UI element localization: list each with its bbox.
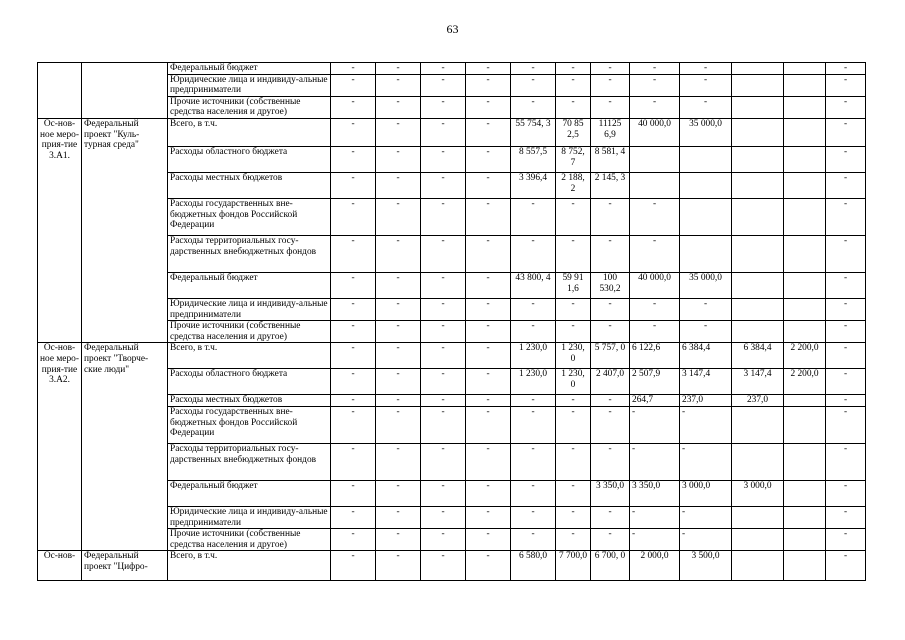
- value-cell: -: [466, 298, 511, 320]
- project-cell: Федеральный проект "Творче-ские люди": [82, 343, 168, 551]
- value-cell: 70 85 2,5: [556, 118, 591, 146]
- value-cell: -: [591, 63, 630, 75]
- table-row: [38, 551, 866, 581]
- value-cell: -: [680, 74, 732, 96]
- value-cell: [732, 321, 784, 343]
- value-cell: -: [376, 480, 421, 506]
- value-cell: -: [826, 146, 866, 172]
- value-cell: [732, 551, 784, 581]
- value-cell: -: [331, 118, 376, 146]
- table-body: [38, 63, 866, 581]
- value-cell: -: [421, 480, 466, 506]
- value-cell: 35 000,0: [680, 272, 732, 298]
- value-cell: 2 000,0: [630, 551, 680, 581]
- value-cell: -: [466, 480, 511, 506]
- source-cell: Расходы областного бюджета: [168, 369, 331, 395]
- value-cell: -: [376, 298, 421, 320]
- source-cell: Федеральный бюджет: [168, 480, 331, 506]
- value-cell: -: [630, 298, 680, 320]
- source-cell: Федеральный бюджет: [168, 272, 331, 298]
- value-cell: 6 122,6: [630, 343, 680, 369]
- value-cell: -: [331, 63, 376, 75]
- value-cell: -: [466, 63, 511, 75]
- value-cell: -: [421, 395, 466, 407]
- value-cell: -: [376, 198, 421, 235]
- value-cell: -: [826, 118, 866, 146]
- value-cell: -: [421, 321, 466, 343]
- value-cell: -: [826, 443, 866, 480]
- value-cell: 3 147,4: [732, 369, 784, 395]
- value-cell: 3 350,0: [630, 480, 680, 506]
- value-cell: -: [376, 172, 421, 198]
- source-cell: Всего, в т.ч.: [168, 343, 331, 369]
- value-cell: -: [511, 74, 556, 96]
- value-cell: -: [511, 529, 556, 551]
- value-cell: -: [376, 343, 421, 369]
- value-cell: -: [421, 146, 466, 172]
- value-cell: -: [680, 443, 732, 480]
- value-cell: -: [511, 443, 556, 480]
- value-cell: -: [376, 272, 421, 298]
- value-cell: 3 000,0: [680, 480, 732, 506]
- value-cell: 3 147,4: [680, 369, 732, 395]
- value-cell: 40 000,0: [630, 272, 680, 298]
- value-cell: -: [466, 235, 511, 272]
- source-cell: Юридические лица и индивиду-альные предприниматели: [168, 298, 331, 320]
- value-cell: -: [331, 298, 376, 320]
- value-cell: -: [331, 369, 376, 395]
- value-cell: -: [511, 506, 556, 528]
- value-cell: -: [556, 74, 591, 96]
- value-cell: -: [556, 395, 591, 407]
- project-cell: Федеральный проект "Цифро-: [82, 551, 168, 581]
- source-cell: Федеральный бюджет: [168, 63, 331, 75]
- value-cell: [680, 172, 732, 198]
- value-cell: [784, 551, 826, 581]
- value-cell: -: [331, 395, 376, 407]
- value-cell: 6 580,0: [511, 551, 556, 581]
- value-cell: 3 000,0: [732, 480, 784, 506]
- value-cell: 6 700, 0: [591, 551, 630, 581]
- value-cell: -: [556, 96, 591, 118]
- value-cell: 35 000,0: [680, 118, 732, 146]
- value-cell: -: [466, 395, 511, 407]
- value-cell: -: [466, 506, 511, 528]
- table-row: [38, 343, 866, 369]
- value-cell: -: [630, 443, 680, 480]
- value-cell: -: [376, 63, 421, 75]
- value-cell: -: [511, 96, 556, 118]
- value-cell: [784, 172, 826, 198]
- value-cell: 3 396,4: [511, 172, 556, 198]
- value-cell: -: [376, 443, 421, 480]
- value-cell: -: [826, 551, 866, 581]
- value-cell: [732, 63, 784, 75]
- value-cell: -: [826, 298, 866, 320]
- value-cell: 2 407,0: [591, 369, 630, 395]
- value-cell: -: [630, 506, 680, 528]
- value-cell: -: [826, 343, 866, 369]
- value-cell: -: [466, 74, 511, 96]
- value-cell: 1 230, 0: [556, 369, 591, 395]
- value-cell: -: [556, 480, 591, 506]
- value-cell: -: [376, 395, 421, 407]
- value-cell: -: [331, 343, 376, 369]
- value-cell: -: [331, 235, 376, 272]
- value-cell: -: [826, 529, 866, 551]
- value-cell: -: [591, 96, 630, 118]
- value-cell: 1 230, 0: [556, 343, 591, 369]
- value-cell: [732, 272, 784, 298]
- value-cell: -: [511, 235, 556, 272]
- value-cell: -: [376, 551, 421, 581]
- value-cell: [784, 272, 826, 298]
- value-cell: -: [376, 506, 421, 528]
- value-cell: -: [466, 96, 511, 118]
- value-cell: -: [511, 406, 556, 443]
- value-cell: -: [376, 235, 421, 272]
- value-cell: -: [826, 321, 866, 343]
- value-cell: -: [511, 395, 556, 407]
- value-cell: -: [556, 235, 591, 272]
- value-cell: -: [680, 321, 732, 343]
- value-cell: -: [331, 529, 376, 551]
- value-cell: [732, 298, 784, 320]
- value-cell: -: [331, 551, 376, 581]
- value-cell: [732, 506, 784, 528]
- source-cell: Прочие источники (собственные средства населения и другое): [168, 529, 331, 551]
- value-cell: -: [680, 63, 732, 75]
- value-cell: -: [680, 406, 732, 443]
- value-cell: -: [680, 506, 732, 528]
- value-cell: -: [591, 406, 630, 443]
- value-cell: -: [331, 272, 376, 298]
- value-cell: -: [826, 395, 866, 407]
- value-cell: -: [591, 529, 630, 551]
- value-cell: -: [466, 551, 511, 581]
- value-cell: [732, 74, 784, 96]
- value-cell: -: [376, 321, 421, 343]
- value-cell: -: [826, 480, 866, 506]
- source-cell: Прочие источники (собственные средства населения и другое): [168, 96, 331, 118]
- value-cell: -: [331, 443, 376, 480]
- value-cell: 237,0: [680, 395, 732, 407]
- value-cell: 55 754, 3: [511, 118, 556, 146]
- value-cell: -: [511, 480, 556, 506]
- value-cell: -: [511, 298, 556, 320]
- value-cell: [784, 480, 826, 506]
- value-cell: 6 384,4: [680, 343, 732, 369]
- source-cell: Расходы государственных вне-бюджетных фондов Российской Федерации: [168, 198, 331, 235]
- value-cell: -: [331, 74, 376, 96]
- value-cell: 100 530,2: [591, 272, 630, 298]
- value-cell: -: [630, 96, 680, 118]
- value-cell: -: [826, 369, 866, 395]
- source-cell: Расходы местных бюджетов: [168, 172, 331, 198]
- value-cell: 11125 6,9: [591, 118, 630, 146]
- value-cell: -: [556, 321, 591, 343]
- value-cell: [784, 74, 826, 96]
- value-cell: -: [630, 406, 680, 443]
- value-cell: 43 800, 4: [511, 272, 556, 298]
- value-cell: -: [331, 321, 376, 343]
- source-cell: Расходы областного бюджета: [168, 146, 331, 172]
- value-cell: 59 91 1,6: [556, 272, 591, 298]
- value-cell: -: [511, 198, 556, 235]
- value-cell: -: [630, 321, 680, 343]
- source-cell: Юридические лица и индивиду-альные предприниматели: [168, 506, 331, 528]
- value-cell: 6 384,4: [732, 343, 784, 369]
- value-cell: -: [591, 298, 630, 320]
- value-cell: -: [376, 146, 421, 172]
- source-cell: Прочие источники (собственные средства населения и другое): [168, 321, 331, 343]
- value-cell: [680, 235, 732, 272]
- value-cell: [680, 146, 732, 172]
- value-cell: [784, 146, 826, 172]
- value-cell: [784, 235, 826, 272]
- value-cell: -: [376, 369, 421, 395]
- value-cell: -: [591, 506, 630, 528]
- source-cell: Всего, в т.ч.: [168, 551, 331, 581]
- value-cell: [784, 198, 826, 235]
- value-cell: [732, 118, 784, 146]
- event-cell: [38, 63, 82, 119]
- value-cell: [732, 529, 784, 551]
- value-cell: -: [331, 406, 376, 443]
- value-cell: 40 000,0: [630, 118, 680, 146]
- value-cell: -: [630, 529, 680, 551]
- value-cell: -: [421, 235, 466, 272]
- value-cell: [732, 406, 784, 443]
- value-cell: -: [591, 443, 630, 480]
- value-cell: -: [331, 172, 376, 198]
- value-cell: [784, 63, 826, 75]
- value-cell: -: [826, 406, 866, 443]
- value-cell: -: [421, 272, 466, 298]
- value-cell: -: [376, 406, 421, 443]
- project-cell: [82, 63, 168, 119]
- value-cell: 1 230,0: [511, 369, 556, 395]
- value-cell: -: [421, 96, 466, 118]
- source-cell: Расходы территориальных госу-дарственных внебюджетных фондов: [168, 235, 331, 272]
- value-cell: -: [826, 74, 866, 96]
- value-cell: 2 200,0: [784, 369, 826, 395]
- value-cell: -: [331, 506, 376, 528]
- value-cell: [732, 443, 784, 480]
- value-cell: -: [556, 506, 591, 528]
- value-cell: -: [376, 96, 421, 118]
- event-cell: Ос-нов-ное меро-прия-тие 3.А2.: [38, 343, 82, 551]
- value-cell: -: [421, 298, 466, 320]
- value-cell: -: [826, 172, 866, 198]
- event-cell: Ос-нов-: [38, 551, 82, 581]
- value-cell: -: [630, 198, 680, 235]
- value-cell: -: [421, 74, 466, 96]
- value-cell: 2 200,0: [784, 343, 826, 369]
- value-cell: -: [421, 529, 466, 551]
- value-cell: -: [826, 272, 866, 298]
- value-cell: -: [466, 146, 511, 172]
- value-cell: -: [466, 369, 511, 395]
- value-cell: -: [680, 298, 732, 320]
- value-cell: -: [591, 235, 630, 272]
- value-cell: -: [421, 118, 466, 146]
- source-cell: Юридические лица и индивиду-альные предприниматели: [168, 74, 331, 96]
- value-cell: 2 507,9: [630, 369, 680, 395]
- value-cell: 2 188, 2: [556, 172, 591, 198]
- project-cell: Федеральный проект "Куль-турная среда": [82, 118, 168, 342]
- value-cell: [784, 443, 826, 480]
- value-cell: -: [556, 63, 591, 75]
- value-cell: -: [421, 443, 466, 480]
- value-cell: -: [556, 443, 591, 480]
- value-cell: -: [421, 369, 466, 395]
- value-cell: -: [466, 529, 511, 551]
- value-cell: 264,7: [630, 395, 680, 407]
- value-cell: [784, 529, 826, 551]
- table-row: [38, 63, 866, 75]
- value-cell: -: [826, 96, 866, 118]
- value-cell: -: [331, 198, 376, 235]
- value-cell: [784, 118, 826, 146]
- value-cell: [784, 96, 826, 118]
- value-cell: [630, 146, 680, 172]
- value-cell: -: [826, 63, 866, 75]
- value-cell: -: [466, 321, 511, 343]
- value-cell: [630, 172, 680, 198]
- value-cell: [732, 172, 784, 198]
- value-cell: [784, 395, 826, 407]
- value-cell: -: [680, 96, 732, 118]
- value-cell: -: [421, 506, 466, 528]
- value-cell: -: [556, 529, 591, 551]
- page-number: 63: [446, 22, 459, 36]
- value-cell: -: [630, 74, 680, 96]
- value-cell: -: [466, 172, 511, 198]
- value-cell: -: [591, 395, 630, 407]
- value-cell: -: [826, 235, 866, 272]
- value-cell: 237,0: [732, 395, 784, 407]
- value-cell: -: [376, 118, 421, 146]
- value-cell: [732, 235, 784, 272]
- value-cell: [732, 96, 784, 118]
- value-cell: -: [591, 198, 630, 235]
- value-cell: [732, 198, 784, 235]
- table-row: [38, 118, 866, 146]
- value-cell: 3 500,0: [680, 551, 732, 581]
- value-cell: -: [421, 63, 466, 75]
- event-cell: Ос-нов-ное меро-прия-тие 3.А1.: [38, 118, 82, 342]
- source-cell: Расходы территориальных госу-дарственных внебюджетных фондов: [168, 443, 331, 480]
- value-cell: -: [421, 198, 466, 235]
- value-cell: -: [331, 146, 376, 172]
- value-cell: -: [421, 551, 466, 581]
- value-cell: 1 230,0: [511, 343, 556, 369]
- value-cell: -: [826, 506, 866, 528]
- value-cell: -: [680, 529, 732, 551]
- value-cell: -: [376, 74, 421, 96]
- value-cell: [732, 146, 784, 172]
- value-cell: -: [331, 96, 376, 118]
- source-cell: Всего, в т.ч.: [168, 118, 331, 146]
- value-cell: [784, 321, 826, 343]
- value-cell: -: [511, 63, 556, 75]
- value-cell: 8 752, 7: [556, 146, 591, 172]
- value-cell: -: [826, 198, 866, 235]
- value-cell: -: [331, 480, 376, 506]
- value-cell: 8 581, 4: [591, 146, 630, 172]
- value-cell: 3 350,0: [591, 480, 630, 506]
- value-cell: -: [466, 343, 511, 369]
- value-cell: -: [591, 74, 630, 96]
- value-cell: -: [466, 198, 511, 235]
- value-cell: -: [421, 172, 466, 198]
- value-cell: -: [556, 298, 591, 320]
- value-cell: -: [466, 118, 511, 146]
- source-cell: Расходы государственных вне-бюджетных фондов Российской Федерации: [168, 406, 331, 443]
- budget-table: [37, 62, 866, 581]
- value-cell: -: [376, 529, 421, 551]
- source-cell: Расходы местных бюджетов: [168, 395, 331, 407]
- value-cell: 2 145, 3: [591, 172, 630, 198]
- value-cell: -: [466, 443, 511, 480]
- value-cell: -: [511, 321, 556, 343]
- value-cell: -: [556, 198, 591, 235]
- value-cell: [680, 198, 732, 235]
- value-cell: -: [556, 406, 591, 443]
- value-cell: -: [466, 272, 511, 298]
- value-cell: [784, 406, 826, 443]
- value-cell: 8 557,5: [511, 146, 556, 172]
- value-cell: -: [591, 321, 630, 343]
- value-cell: -: [421, 343, 466, 369]
- value-cell: -: [421, 406, 466, 443]
- value-cell: 7 700,0: [556, 551, 591, 581]
- value-cell: -: [630, 63, 680, 75]
- value-cell: -: [466, 406, 511, 443]
- value-cell: 5 757, 0: [591, 343, 630, 369]
- value-cell: -: [630, 235, 680, 272]
- value-cell: [784, 298, 826, 320]
- value-cell: [784, 506, 826, 528]
